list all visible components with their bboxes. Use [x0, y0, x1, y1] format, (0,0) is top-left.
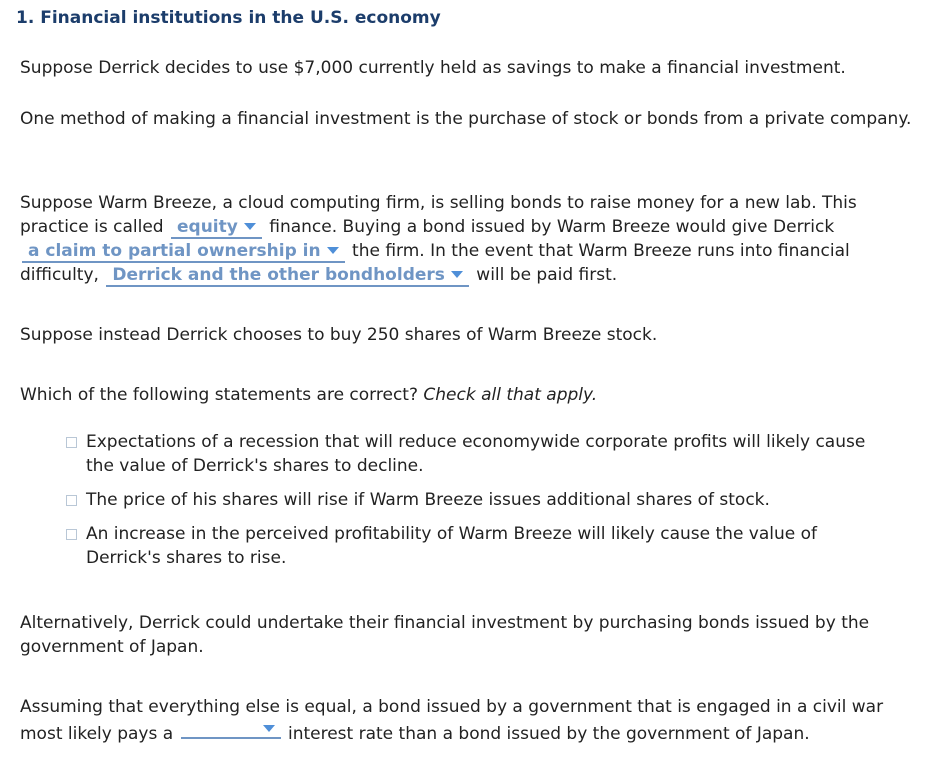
statement-option-additional-shares[interactable] [66, 488, 886, 512]
checkbox[interactable] [66, 437, 77, 448]
question-title: 1. Financial institutions in the U.S. economy [16, 8, 441, 28]
finance-type-dropdown[interactable] [171, 217, 262, 239]
paragraph-method: One method of making a financial investment is the purchase of stock or bonds from a private company. [20, 109, 912, 129]
caret-down-icon [327, 247, 339, 254]
statement-label: Expectations of a recession that will reduce economywide corporate profits will likely cause the value of Derrick's shares to decline. [86, 432, 866, 476]
question-text: Which of the following statements are correct? [20, 385, 418, 405]
paid-first-value: Derrick and the other bondholders [112, 265, 445, 285]
statement-label: The price of his shares will rise if Warm Breeze issues additional shares of stock. [86, 490, 770, 510]
bond-claim-value: a claim to partial ownership in [28, 241, 321, 261]
bonds-text-1: Suppose Warm Breeze, a cloud computing firm, is selling bonds to raise money for a new lab. This practice is called [20, 193, 857, 237]
paragraph-question [20, 383, 930, 407]
bonds-text-2: finance. Buying a bond issued by Warm Breeze would give Derrick [269, 217, 835, 237]
bond-claim-dropdown[interactable] [22, 241, 345, 263]
paid-first-dropdown[interactable] [106, 265, 469, 287]
statement-label: An increase in the perceived profitability of Warm Breeze will likely cause the value of Derrick's shares to rise. [86, 524, 818, 568]
checkbox[interactable] [66, 529, 77, 540]
paragraph-shares: Suppose instead Derrick chooses to buy 250 shares of Warm Breeze stock. [20, 325, 658, 345]
caret-down-icon [263, 725, 275, 732]
finance-type-value: equity [177, 217, 238, 237]
paragraph-savings: Suppose Derrick decides to use $7,000 currently held as savings to make a financial investment. [20, 58, 846, 78]
bonds-text-3: the firm. In the event that Warm Breeze runs into financial difficulty, [20, 241, 850, 285]
interest-text-1: Assuming that everything else is equal, a bond issued by a government that is engaged in a civil war most likely pays a [20, 697, 884, 744]
interest-text-2: interest rate than a bond issued by the government of Japan. [287, 724, 810, 744]
paragraph-japan-bonds: Alternatively, Derrick could undertake their financial investment by purchasing bonds issued by the government of Japan. [20, 613, 870, 657]
caret-down-icon [244, 223, 256, 230]
caret-down-icon [451, 271, 463, 278]
bonds-text-4: will be paid first. [476, 265, 618, 285]
interest-rate-dropdown[interactable] [181, 719, 281, 739]
checkbox[interactable] [66, 495, 77, 506]
statement-option-recession[interactable] [66, 430, 886, 478]
paragraph-bonds [20, 191, 930, 287]
paragraph-interest-rate [20, 695, 930, 746]
statement-option-profitability[interactable] [66, 522, 886, 570]
question-instruction: Check all that apply. [423, 385, 598, 405]
